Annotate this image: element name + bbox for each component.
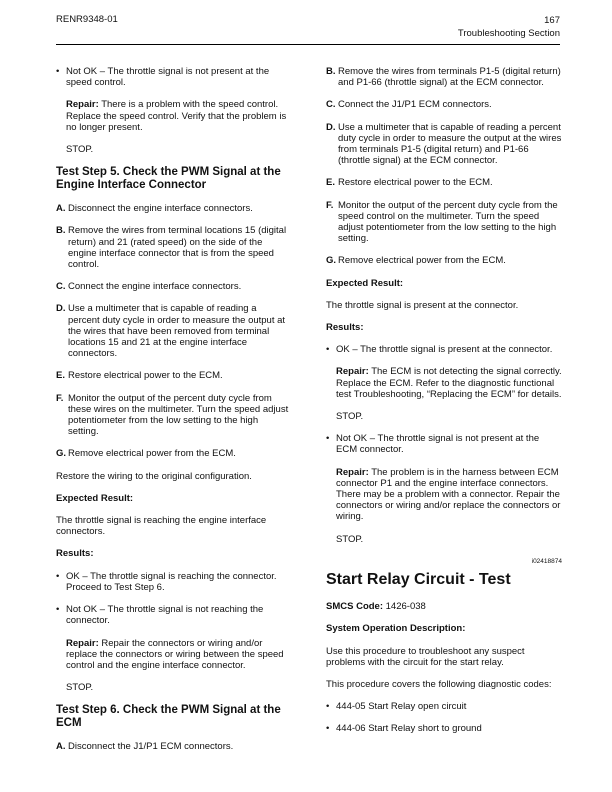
step6-item-b — [326, 66, 562, 88]
repair-text: Repair the connectors or wiring and/or replace the connectors or wiring between the speed control and the engine interface connector. — [66, 637, 284, 671]
step6-item-c — [326, 99, 562, 110]
result-ok: • OK – The throttle signal is reaching the connector. Proceed to Test Step 6. — [56, 571, 290, 593]
diagnostic-code-item: • 444-05 Start Relay open circuit — [326, 701, 562, 712]
page-header — [458, 14, 560, 40]
step-text: Restore electrical power to the ECM. — [68, 370, 223, 382]
repair-label: Repair: — [66, 637, 99, 649]
step-text: Disconnect the engine interface connectors. — [68, 203, 253, 215]
system-operation-label: System Operation Description: — [326, 623, 466, 635]
step5-item-c — [56, 281, 290, 292]
results-label: Results: — [56, 548, 94, 560]
step5-item-a — [56, 203, 290, 214]
restore-wiring-text: Restore the wiring to the original configuration. — [56, 470, 252, 482]
page-number: 167 — [544, 15, 560, 26]
step-text: Restore electrical power to the ECM. — [338, 177, 493, 189]
step6-item-e — [326, 177, 562, 188]
step6-item-d — [326, 122, 562, 167]
expected-result-text: The throttle signal is present at the connector. — [326, 299, 519, 311]
step-text: Use a multimeter that is capable of reading a percent duty cycle in order to measure the output at the wires that have been removed from terminal locations 15 and 21 at the engine interface connectors. — [68, 303, 286, 360]
step5-heading: Test Step 5. Check the PWM Signal at the Engine Interface Connector — [56, 166, 281, 191]
repair-label: Repair: — [336, 466, 369, 478]
step6-item-g — [326, 255, 562, 266]
step-letter: B. — [326, 66, 336, 77]
step-letter: A. — [56, 203, 66, 215]
stop-text: STOP. — [66, 144, 94, 156]
repair-text: The problem is in the harness between ECM connector P1 and the engine interface connectors. There may be a problem with a connector. Repair the connectors or wiring and/or replace the connectors or wiring. — [336, 466, 561, 523]
step-letter: G. — [326, 255, 337, 267]
step-letter: F. — [326, 199, 334, 211]
result-not-ok: • Not OK – The throttle signal is not reaching the connector. — [56, 604, 290, 626]
repair-speed-control — [56, 99, 290, 133]
expected-result-text: The throttle signal is reaching the engine interface connectors. — [56, 515, 267, 538]
system-operation-text: Use this procedure to troubleshoot any suspect problems with the circuit for the start relay. — [326, 645, 525, 668]
step5-item-d — [56, 303, 290, 359]
smcs-code — [326, 601, 562, 612]
section-name: Troubleshooting Section — [457, 28, 560, 39]
step-letter: F. — [56, 392, 64, 404]
step-letter: E. — [56, 370, 65, 382]
step5-item-b — [56, 225, 290, 270]
expected-result-label: Expected Result: — [56, 492, 134, 504]
section-title: Start Relay Circuit - Test — [326, 571, 511, 589]
step6-heading: Test Step 6. Check the PWM Signal at the ECM — [56, 704, 281, 729]
step-text: Connect the engine interface connectors. — [68, 281, 242, 293]
stop-text: STOP. — [66, 682, 94, 694]
diagnostic-code-item: • 444-06 Start Relay short to ground — [326, 723, 562, 734]
expected-result-label: Expected Result: — [326, 277, 404, 289]
stop-text: STOP. — [336, 411, 364, 423]
smcs-value: 1426-038 — [385, 601, 426, 613]
repair-harness — [326, 467, 562, 523]
step-letter: B. — [56, 225, 66, 237]
step-letter: C. — [326, 99, 336, 111]
step-text: Remove electrical power from the ECM. — [338, 255, 506, 267]
repair-text: There is a problem with the speed control. Replace the speed control. Verify that the problem is no longer present. — [66, 99, 287, 133]
header-rule — [56, 44, 560, 45]
step-text: Remove the wires from terminals P1-5 (digital return) and P1-66 (throttle signal) at the ECM connector. — [338, 66, 561, 89]
step-letter: D. — [56, 303, 66, 315]
repair-connectors — [56, 638, 290, 672]
step-letter: A. — [56, 741, 66, 753]
document-id: i02418874 — [531, 557, 562, 565]
step-letter: C. — [56, 281, 66, 293]
repair-label: Repair: — [66, 99, 99, 111]
stop-text: STOP. — [336, 533, 364, 545]
codes-intro: This procedure covers the following diagnostic codes: — [326, 678, 552, 690]
step-text: Use a multimeter that is capable of reading a percent duty cycle in order to measure the output at the wires from terminals P1-5 (digital return) and P1-66 (throttle signal) at the ECM connector. — [338, 121, 562, 167]
right-column — [326, 66, 562, 746]
step6-item-a — [56, 741, 290, 752]
step-text: Monitor the output of the percent duty cycle from the speed control on the multimeter. Turn the speed adjust potentiometer from the low setting to the high setting. — [338, 199, 558, 245]
results-label: Results: — [326, 322, 364, 334]
step-text: Remove electrical power from the ECM. — [68, 448, 236, 460]
left-column — [56, 66, 290, 764]
step-text: Disconnect the J1/P1 ECM connectors. — [68, 741, 234, 753]
repair-ecm — [326, 366, 562, 400]
repair-text: The ECM is not detecting the signal correctly. Replace the ECM. Refer to the diagnostic functional test Troubleshooting, “Replacing the ECM” for details. — [336, 366, 562, 400]
step-letter: G. — [56, 448, 67, 460]
step5-item-e — [56, 370, 290, 381]
step-text: Connect the J1/P1 ECM connectors. — [338, 99, 492, 111]
not-ok-speed-control: • Not OK – The throttle signal is not present at the speed control. — [56, 66, 290, 88]
step5-item-f — [56, 393, 290, 438]
step-letter: D. — [326, 121, 336, 133]
step-letter: E. — [326, 177, 335, 189]
document-number: RENR9348-01 — [56, 14, 118, 25]
result-not-ok: • Not OK – The throttle signal is not present at the ECM connector. — [326, 433, 562, 455]
result-ok: • OK – The throttle signal is present at the connector. — [326, 344, 562, 355]
step6-item-f — [326, 200, 562, 245]
step-text: Remove the wires from terminal locations 15 (digital return) and 21 (rated speed) on the side of the engine interface connector that is from the speed control. — [68, 225, 287, 271]
step5-item-g — [56, 448, 290, 459]
repair-label: Repair: — [336, 366, 369, 378]
step-text: Monitor the output of the percent duty cycle from these wires on the multimeter. Turn the speed adjust potentiometer from the low setting to the high setting. — [68, 392, 289, 438]
smcs-label: SMCS Code: — [326, 601, 383, 613]
